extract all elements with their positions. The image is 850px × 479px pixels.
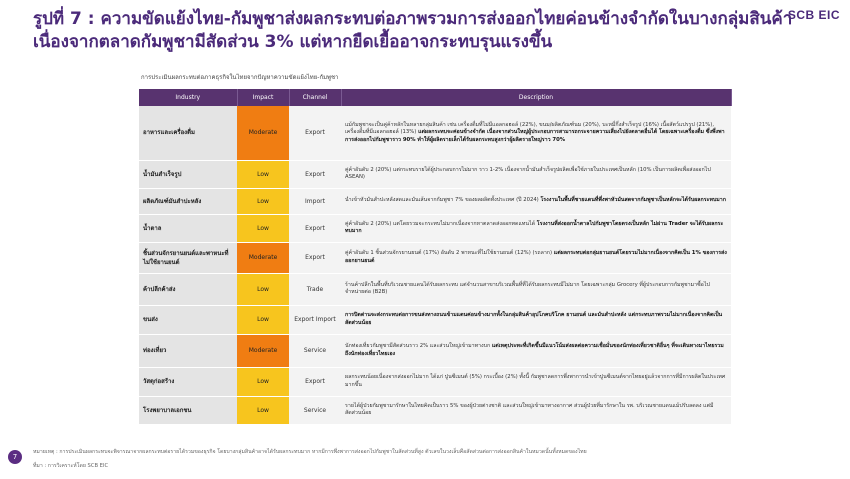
table-subtitle: การประเมินผลกระทบต่อภาคธุรกิจในไทยจากปัญหาความขัดแย้งไทย-กัมพูชา (141, 74, 339, 81)
description-emphasis: แต่เหตุประทะที่เกิดขึ้นมีแนวโน้มส่งผลต่อความเชื่อมั่นของนักท่องเที่ยวชาติอื่นๆ ที่จะเดินทางมาไทยรวมถึงนักท่องเที่ยวไทยเอง (345, 343, 724, 357)
industry-cell: ผลิตภัณฑ์มันสำปะหลัง (139, 188, 237, 214)
impact-badge: Low (237, 273, 289, 305)
col-header-industry: Industry (139, 89, 237, 106)
impact-badge: Moderate (237, 242, 289, 273)
table-row (139, 273, 731, 305)
impact-table (139, 89, 732, 425)
table-row (139, 106, 731, 160)
impact-badge: Moderate (237, 334, 289, 367)
description-emphasis: แต่ผลกระทบต่อกลุ่มยานยนต์โดยรวมไม่มากเนื่องจากคิดเป็น 1% ของการส่งออกยานยนต์ (345, 250, 727, 264)
description-cell (341, 334, 731, 367)
impact-badge: Low (237, 160, 289, 188)
table-row (139, 367, 731, 396)
description-text: นักท่องเที่ยวกัมพูชามีสัดส่วนราว 2% และส่วนใหญ่เข้ามาทางบก (345, 343, 491, 349)
description-cell (341, 106, 731, 160)
table-row (139, 188, 731, 214)
description-text: แม้กัมพูชาจะเป็นคู่ค้าหลักในหลายกลุ่มสินค้า เช่น เครื่องดื่มที่ไม่มีแอลกอฮอล์ (22%), ขนม/ผลิตภัณฑ์นม (20%), บะหมี่กึ่งสำเร็จรูป (16%) เนื้อสัตว์แปรรูป (21%), เครื่องดื่มที่มีแอลกอฮอล์ (13%) (345, 121, 715, 135)
channel-cell: Export (289, 242, 341, 273)
description-cell (341, 273, 731, 305)
industry-cell: อาหารและเครื่องดื่ม (139, 106, 237, 160)
footer-source: ที่มา : การวิเคราะห์โดย SCB EIC (33, 463, 109, 469)
channel-cell: Service (289, 334, 341, 367)
table-row (139, 214, 731, 242)
impact-badge: Low (237, 396, 289, 424)
industry-cell: โรงพยาบาลเอกชน (139, 396, 237, 424)
industry-cell: น้ำมันสำเร็จรูป (139, 160, 237, 188)
industry-cell: ชิ้นส่วนจักรยานยนต์และพาหนะที่ไม่ใช้ยานยนต์ (139, 242, 237, 273)
industry-cell: วัสดุก่อสร้าง (139, 367, 237, 396)
description-cell (341, 188, 731, 214)
channel-cell: Export Import (289, 305, 341, 334)
col-header-channel: Channel (289, 89, 341, 106)
table-row (139, 334, 731, 367)
page-number: 7 (8, 450, 22, 464)
description-cell (341, 305, 731, 334)
industry-cell: ค้าปลีกค้าส่ง (139, 273, 237, 305)
table-row (139, 160, 731, 188)
description-cell (341, 160, 731, 188)
description-emphasis: แต่ผลกระทบจะค่อนข้างจำกัด เนื่องจากส่วนใหญ่ผู้ประกอบการสามารถกระจายความเสี่ยงไปยังตลาดอื่นได้ โดยเฉพาะเครื่องดื่ม ซึ่งพึ่งพาการส่งออกไปกัมพูชาราว 90% ทำให้ผู้ผลิตรายเล็กได้รับผลกระทบสูงกว่าผู้ผลิตรายใหญ่ราว 70% (345, 129, 725, 143)
impact-badge: Moderate (237, 106, 289, 160)
channel-cell: Service (289, 396, 341, 424)
description-text: นำเข้าหัวมันสำปะหลังสดและมันเส้นจากกัมพูชา 7% ของผลผลิตทั้งประเทศ (ปี 2024) (345, 197, 539, 204)
brand-logo: SCB EIC (787, 8, 840, 22)
channel-cell: Trade (289, 273, 341, 305)
impact-badge: Low (237, 305, 289, 334)
table-row (139, 396, 731, 424)
table-row (139, 242, 731, 273)
page-title: รูปที่ 7 : ความขัดแย้งไทย-กัมพูชาส่งผลกระทบต่อภาพรวมการส่งออกไทยค่อนข้างจำกัดในบางกลุ่มสินค้า เนื่องจากตลาดกัมพูชามีสัดส่วน 3% แต่หากยืดเยื้ออาจกระทบรุนแรงขึ้น (33, 9, 793, 52)
description-text: คู่ค้าอันดับ 2 (20%) แต่โดยรวมจะกระทบไม่มากเนื่องจากหาตลาดส่งออกทดแทนได้ (345, 220, 536, 227)
industry-cell: ขนส่ง (139, 305, 237, 334)
description-text: รายได้ผู้ป่วยกัมพูชามารักษาในไทยคิดเป็นราว 5% ของผู้ป่วยต่างชาติ และส่วนใหญ่เข้ามาทางอากาศ ส่วนผู้ป่วยที่มารักษาใน รพ. บริเวณชายแดนแม้ปรับลดลง แต่มีสัดส่วนน้อย (345, 402, 714, 416)
description-cell (341, 214, 731, 242)
description-emphasis: โรงงานที่ส่งออกน้ำตาลไปกัมพูชาโดยตรงเป็นหลัก ไม่ผ่าน Trader จะได้รับผลกระทบมาก (345, 220, 724, 234)
description-emphasis: การปิดด่านจะส่งกระทบต่อการขนส่งทางถนนข้ามแดนค่อนข้างมากทั้งในกลุ่มสินค้าอุปโภคบริโภค ยานยนต์ และมันสำปะหลัง แต่กระทบภาพรวมไม่มากเนื่องจากคิดเป็นสัดส่วนน้อย (345, 312, 723, 326)
impact-badge: Low (237, 367, 289, 396)
description-cell (341, 242, 731, 273)
industry-cell: ท่องเที่ยว (139, 334, 237, 367)
description-cell (341, 367, 731, 396)
footer-note: หมายเหตุ : การประเมินผลกระทบจะพิจารณาจากผลกระทบต่อรายได้รวมของธุรกิจ โดยบางกลุ่มสินค้าอาจได้รับผลกระทบมาก หากมีการพึ่งพาการส่งออกไปกัมพูชาในสัดส่วนที่สูง ตัวเลขในวงเล็บคือสัดส่วนต่อการส่งออกสินค้าในหมวดนั้นทั้งหมดของไทย (33, 449, 587, 455)
table-header-row (139, 89, 731, 106)
channel-cell: Export (289, 160, 341, 188)
impact-badge: Low (237, 188, 289, 214)
table-row (139, 305, 731, 334)
description-text: คู่ค้าอันดับ 1 ชิ้นส่วนจักรยานยนต์ (17%) อันดับ 2 พาหนะที่ไม่ใช้ยานยนต์ (12%) (รถลาก) (345, 250, 553, 256)
channel-cell: Export (289, 214, 341, 242)
description-emphasis: โรงงานในพื้นที่ชายแดนที่พึ่งพาหัวมันสดจากกัมพูชาเป็นหลักจะได้รับผลกระทบมาก (540, 197, 726, 204)
channel-cell: Export (289, 106, 341, 160)
col-header-description: Description (341, 89, 731, 106)
industry-cell: น้ำตาล (139, 214, 237, 242)
channel-cell: Export (289, 367, 341, 396)
description-text: ร้านค้าปลีกในพื้นที่บริเวณชายแดนได้รับผลกระทบ แต่จำนวนสาขาบริเวณพื้นที่ที่ได้รับผลกระทบมีไม่มาก โดยเฉพาะกลุ่ม Grocery ที่ผู้ประกอบการกัมพูชามาซื้อไปจำหน่ายต่อ (B2B) (345, 281, 710, 295)
channel-cell: Import (289, 188, 341, 214)
description-text: ผลกระทบน้อยเนื่องจากส่งออกไม่มาก ได้แก่ ปูนซีเมนต์ (5%) กระเบื้อง (2%) ทั้งนี้ กัมพูชาลดการพึ่งพาการนำเข้าปูนซีเมนต์จากไทยอยู่แล้วจากการที่มีการผลิตในประเทศมากขึ้น (345, 374, 726, 388)
col-header-impact: Impact (237, 89, 289, 106)
description-cell (341, 396, 731, 424)
description-text: คู่ค้าอันดับ 2 (20%) แต่กระทบรายได้ผู้ประกอบการไม่มาก ราว 1-2% เนื่องจากน้ำมันสำเร็จรูปผลิตเพื่อใช้ภายในประเทศเป็นหลัก (10% เป็นการผลิตเพื่อส่งออกไป ASEAN) (345, 166, 711, 180)
impact-badge: Low (237, 214, 289, 242)
